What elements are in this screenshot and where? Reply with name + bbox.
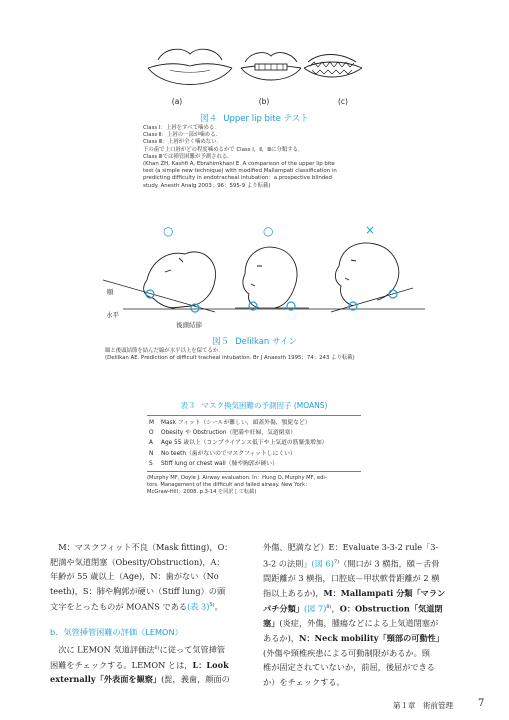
body-right-column: 外傷、肥満など）E：Evaluate 3-3-2 rule「3- 3-2 の法則」(図 6)$^{7)}$（開口が 3 横指，頤－舌骨 間距離が 3 横指，口腔底－甲状軟骨距離が 2 横 指以上あるか)，M：Mallampati 分類「マラン パチ分類」(図 7)$^{8)}$，O：Obstruction「気道閉 塞」(炎症，外傷，腫瘍などによる上気道閉塞が あるか)，N：Neck mobility「頸部の可動性」 (外傷や頸椎疾患による可動制限があるか。頸 椎が固定されていないか，前屈，後屈ができる か）をチェックする。 xyxy=(263,542,446,687)
table-row: O Obesity や Obstruction（肥満や妊婦，気道閉塞） xyxy=(149,430,297,437)
mouth-b xyxy=(241,53,301,80)
head-2 xyxy=(243,247,297,308)
table-row: A Age 55 歳以上（コンプライアンス低下や上気道の筋緊張増加） xyxy=(149,440,328,447)
figure5-illustration xyxy=(95,236,425,324)
body-left-column: M：マスクフィット不良（Mask fitting)，O： 肥満や気道閉塞（Obesity/Obstruction)，A： 年齢が 55 歳以上（Age)，N：歯がない（No teeth)，S：肺や胸郭が硬い（Stiff lung）の頭 文字をとったものが MOANS である(表 3)$^{5)}$。 b．気管挿管困難の評価（LEMON） 次に LEMON 気道評価法$^{6)}$に従って気管挿管 困難をチェックする。LEMON とは，L：Look externally「外表面を観察」(髭，義歯，顔面の xyxy=(50,540,257,687)
ref-figure7[interactable]: (図 7) xyxy=(303,603,327,614)
figure4-caption-title: 図４ Upper lip bite テスト xyxy=(200,114,309,124)
figure5-caption-text: 頤と後頭結節を結んだ線が水平以上を保てるか. (Delilkan AE. Prediction of difficult tracheal intubation. Br J Anaesth 1995；74：243 より転載) xyxy=(105,348,355,362)
table3-source: (Murphy MF, Doyle J. Airway evaluation. In：Hung O, Murphy MF, edi- tors. Management of the difficult and failed airway. New York： McGraw-Hill；2008. p.3-14 を同訳して転載) xyxy=(147,475,327,495)
table-row: N No teeth（歯がないのでマスクフィットしにくい） xyxy=(149,450,296,457)
panel-label-b: (b) xyxy=(258,97,270,106)
figure4-caption-text: Class Ⅰ：上唇をすべて噛める. Class Ⅱ：上唇の一部が噛める. Class Ⅲ：上唇が全く噛めない. 下の歯で上口唇がどの程度噛めるかで Class Ⅰ，Ⅱ，Ⅲに分類する. Class Ⅲでは挿管困難が予測される. (Khan ZH, Kashfi A, Ebrahimkhani E. A comparison of the upper lip bite test (a simple new technique) with modified Mallampati classification in predicting difficulty in endotracheal intubation：a prospective blinded study. Anesth Analg 2003；96：595-9 より転載) xyxy=(143,125,337,189)
mark-circle-1: ○ xyxy=(163,224,174,238)
page-number: 7 xyxy=(478,698,485,709)
label-chin: 頤 xyxy=(107,288,114,296)
mouth-c xyxy=(304,55,362,78)
table-row: M Mask フィット（シールが難しい，頭蓋外傷，顎髭など） xyxy=(149,420,311,426)
section-heading-lemon: b．気管挿管困難の評価（LEMON） xyxy=(50,626,183,637)
panel-label-a: (a) xyxy=(171,97,183,106)
mark-cross: × xyxy=(365,223,376,237)
footer-chapter: 第１章 術前管理 xyxy=(393,701,453,710)
panel-label-c: (c) xyxy=(338,97,348,106)
mouth-a xyxy=(148,49,232,84)
table3-bottom-rule xyxy=(147,471,361,472)
table3 xyxy=(147,400,361,495)
figure5-caption-title: 図５ Delilkan サイン xyxy=(212,337,297,347)
ref-table3[interactable]: (表 3) xyxy=(187,602,210,613)
table3-title: 表３ マスク換気困難の予測因子 (MOANS) xyxy=(180,401,328,410)
ref-figure6[interactable]: (図 6) xyxy=(311,558,334,569)
label-horizontal: 水平 xyxy=(106,311,119,319)
mark-circle-2: ○ xyxy=(263,224,274,238)
head-1 xyxy=(144,252,216,308)
label-occipital: 後頭結節 xyxy=(176,321,202,329)
table-row: S Stiff lung or chest wall（肺や胸郭が硬い） xyxy=(149,460,278,467)
